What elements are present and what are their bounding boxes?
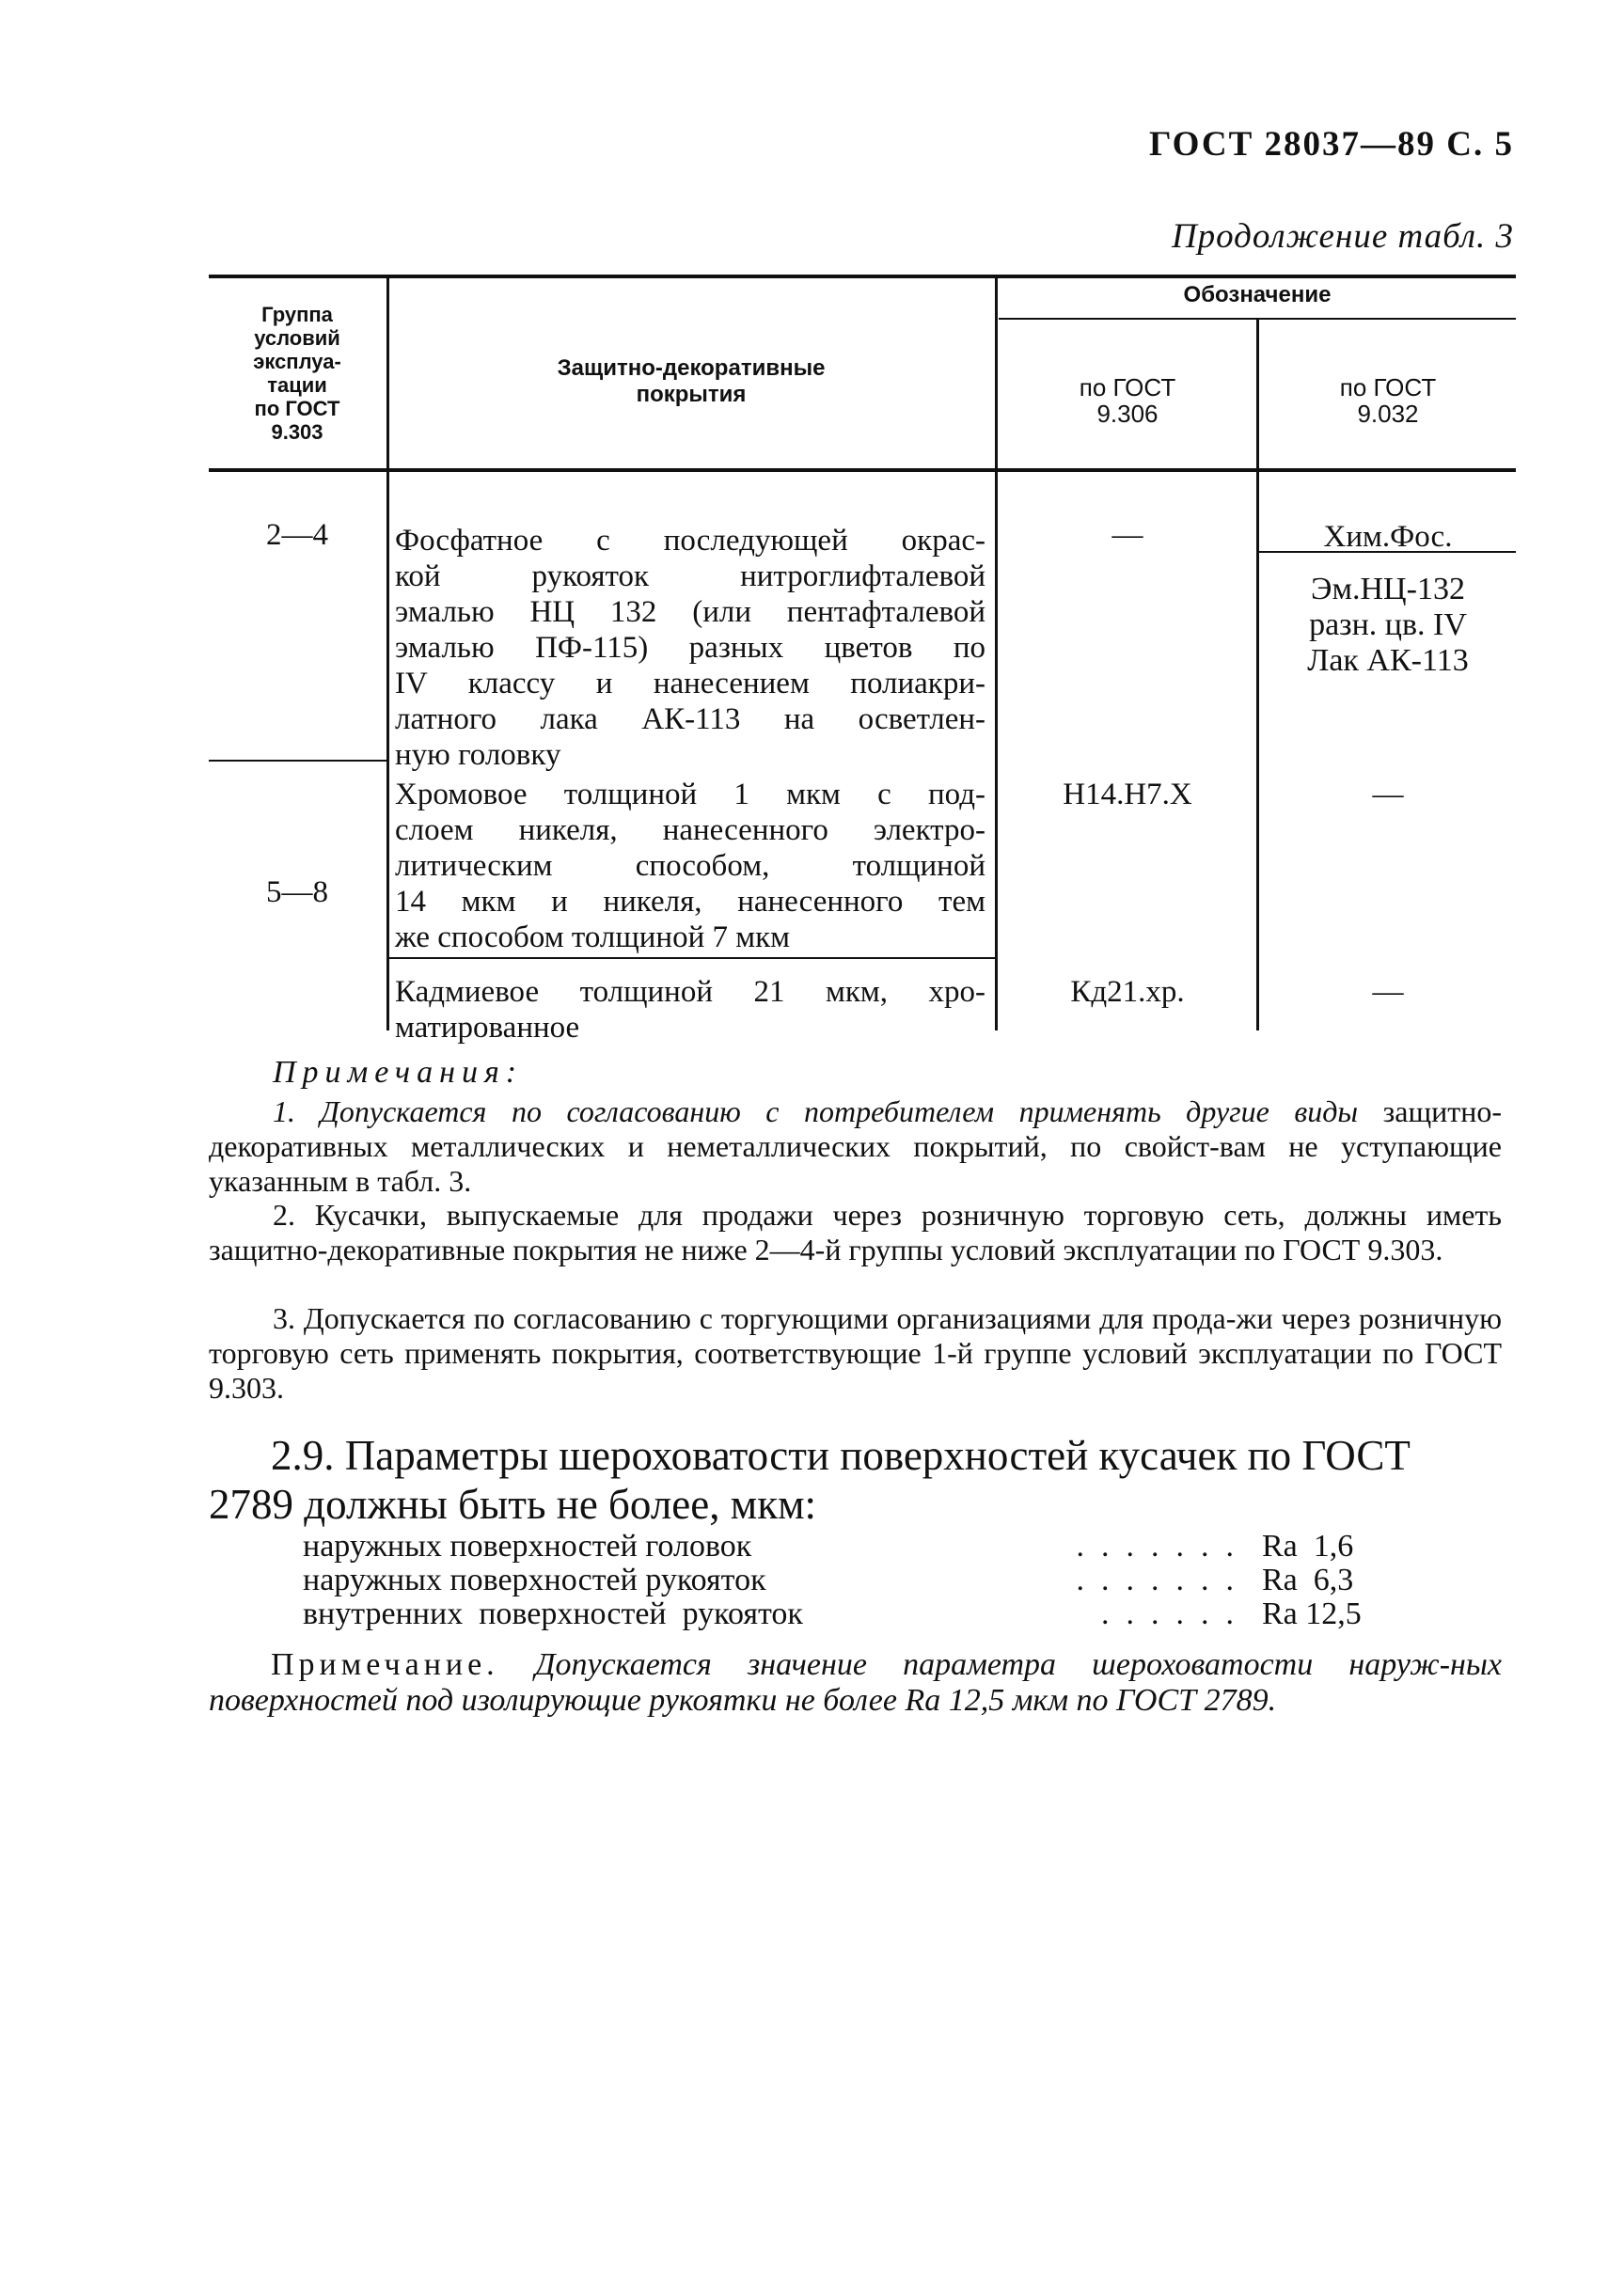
row-1-group: 2—4: [266, 518, 328, 552]
row-1-gost-9-306: —: [1111, 518, 1143, 552]
note-2: 2. Кусачки, выпускаемые для продажи через розничную торговую сеть, должны иметь защитно-декоративные покрытия не ниже 2—4-й группы условий эксплуатации по ГОСТ 9.303.: [209, 1198, 1502, 1266]
notes-title: Примечания:: [273, 1055, 524, 1090]
page-header: ГОСТ 28037—89 С. 5: [1149, 125, 1514, 164]
row-2-coating: Хромовое толщиной 1 мкм с под- слоем никеля, нанесенного электро- литическим способом, толщиной 14 мкм и никеля, нанесенного тем же способом толщиной 7 мкм: [395, 778, 985, 954]
row-1-gost-9-032-top: Хим.Фос.: [1323, 520, 1453, 554]
row-1-coating: Фосфатное с последующей окрас- кой рукояток нитроглифталевой эмалью НЦ 132 (или пентафталевой эмалью ПФ-115) разных цветов по IV классу и нанесением полиакри- латного лака АК-113 на осветлен- ную головку: [395, 524, 985, 772]
final-note-label: Примечание.: [271, 1647, 499, 1682]
row-1-gost-9-032-bottom: Эм.НЦ-132 разн. цв. IV Лак АК-113: [1307, 572, 1469, 678]
note-3: 3. Допускается по согласованию с торгующими организациями для прода-жи через розничную торговую сеть применять покрытия, соответствующие 1-й группе условий эксплуатации по ГОСТ 9.303.: [209, 1301, 1502, 1405]
row-3-gost-9-306: Кд21.хр.: [1070, 975, 1185, 1009]
header-group: Группа условий эксплуа- тации по ГОСТ 9.303: [253, 303, 341, 444]
row-2-gost-9-306: Н14.Н7.Х: [1063, 778, 1192, 811]
row-3-gost-9-032: —: [1372, 975, 1404, 1009]
final-note: Примечание. Допускается значение параметра шероховатости наруж-ных поверхностей под изолирующие рукоятки не более Ra 12,5 мкм по ГОСТ 2789.: [209, 1647, 1502, 1718]
row-2-group: 5—8: [266, 875, 328, 909]
table-caption: Продолжение табл. 3: [1171, 217, 1514, 256]
header-gost-9-306: по ГОСТ 9.306: [1079, 373, 1176, 428]
roughness-row: внутренних поверхностей рукояток ...... Ra 12,5: [303, 1596, 1362, 1631]
row-2-gost-9-032: —: [1372, 778, 1404, 811]
header-coating: Защитно-декоративные покрытия: [557, 355, 826, 407]
header-gost-9-032: по ГОСТ 9.032: [1339, 373, 1437, 428]
row-3-coating: Кадмиевое толщиной 21 мкм, хро- матированное: [395, 975, 985, 1045]
roughness-row: наружных поверхностей рукояток ....... Ra 6,3: [303, 1563, 1354, 1597]
note-1: 1. Допускается по согласованию с потребителем применять другие виды защитно-декоративных металлических и неметаллических покрытий, по свойст-вам не уступающие указанным в табл. 3.: [209, 1094, 1503, 1198]
roughness-row: наружных поверхностей головок ....... Ra 1,6: [303, 1529, 1354, 1564]
header-designation: Обозначение: [1183, 282, 1332, 307]
section-2-9: 2.9. Параметры шероховатости поверхностей кусачек по ГОСТ 2789 должны быть не более, мкм:: [209, 1432, 1411, 1528]
